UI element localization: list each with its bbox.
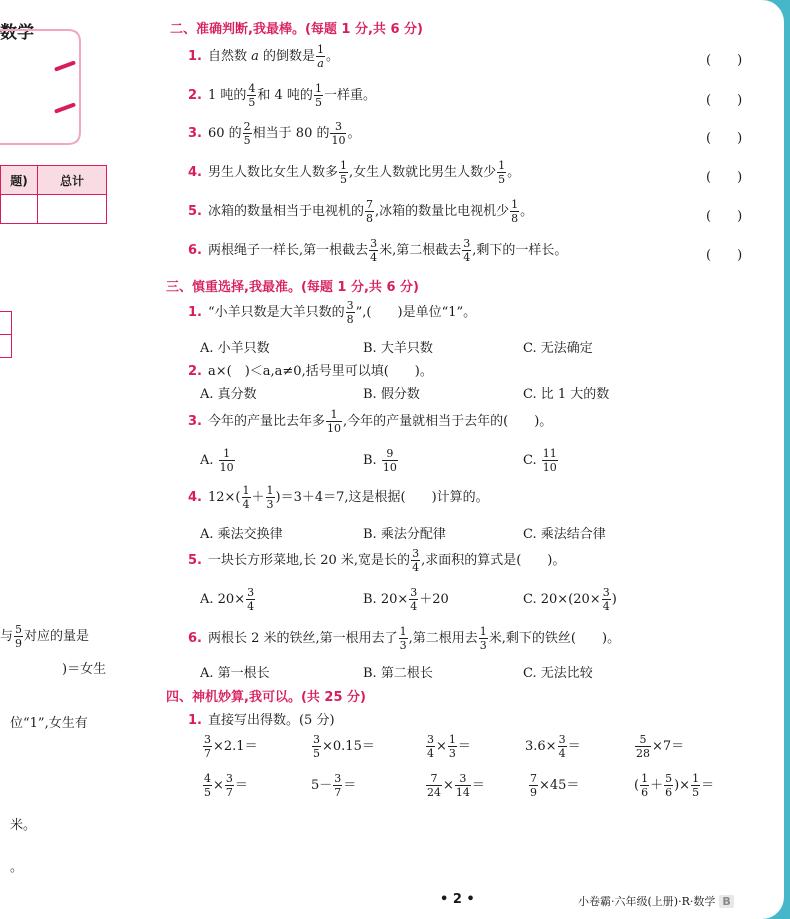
left-snippet-3: 位“1”,女生有 bbox=[10, 716, 88, 731]
s3-q3-option-c[interactable]: C. $\frac{11}{10}$ bbox=[523, 447, 557, 474]
page-number: • 2 • bbox=[440, 892, 475, 907]
section4-heading: 四、神机妙算,我可以。(共 25 分) bbox=[166, 690, 366, 705]
fraction: $\frac{3}{10}$ bbox=[331, 120, 346, 147]
fraction: $\frac{3}{4}$ bbox=[247, 586, 255, 613]
calc-r1-c1: $\frac{3}{7}$ ×2.1＝ bbox=[204, 733, 258, 760]
s3-question-4: 4. 12×( $\frac{1}{4}$ ＋ $\frac{1}{3}$ )＝3＋4＝7,这是根据( )计算的。 bbox=[188, 484, 489, 511]
fraction: $\frac{5}{9}$ bbox=[15, 623, 23, 650]
section3-heading: 三、慎重选择,我最准。(每题 1 分,共 6 分) bbox=[166, 280, 419, 295]
s2-answer-1[interactable]: ( ) bbox=[706, 53, 743, 68]
s3-q3-option-a[interactable]: A. $\frac{1}{10}$ bbox=[200, 447, 234, 474]
s2-question-1: 1. 自然数 a 的倒数是 $\frac{1}{a}$ 。 bbox=[188, 43, 340, 70]
fraction: $\frac{3}{14}$ bbox=[455, 772, 470, 799]
s3-q4-option-c[interactable]: C. 乘法结合律 bbox=[523, 527, 606, 542]
fraction: $\frac{3}{7}$ bbox=[204, 733, 211, 760]
fraction: $\frac{3}{4}$ bbox=[602, 586, 610, 613]
s2-answer-4[interactable]: ( ) bbox=[706, 170, 743, 185]
s3-q1-option-b[interactable]: B. 大羊只数 bbox=[363, 341, 433, 356]
fraction: $\frac{1}{10}$ bbox=[327, 408, 341, 435]
book-title: 小卷霸·六年级(上册)·R·数学 B bbox=[578, 893, 734, 909]
s2-answer-3[interactable]: ( ) bbox=[706, 131, 743, 146]
fraction: $\frac{3}{4}$ bbox=[370, 237, 378, 264]
fraction: $\frac{1}{3}$ bbox=[479, 625, 487, 652]
left-snippet-4: 米。 bbox=[10, 818, 37, 833]
fraction: $\frac{1}{4}$ bbox=[242, 484, 250, 511]
s3-q5-option-b[interactable]: B. 20× $\frac{3}{4}$ ＋20 bbox=[363, 586, 449, 613]
fraction: $\frac{4}{5}$ bbox=[248, 82, 256, 109]
s3-question-3: 3. 今年的产量比去年多 $\frac{1}{10}$ ,今年的产量就相当于去年的( )。 bbox=[188, 408, 553, 435]
fraction: $\frac{3}{8}$ bbox=[346, 299, 354, 326]
fraction: $\frac{5}{6}$ bbox=[665, 772, 673, 799]
calc-r2-c1: $\frac{4}{5}$ × $\frac{3}{7}$ ＝ bbox=[204, 772, 248, 799]
calc-r2-c5: ( $\frac{1}{6}$ ＋ $\frac{5}{6}$ )× $\frac{1}{5}$ ＝ bbox=[634, 772, 715, 799]
fraction: $\frac{1}{3}$ bbox=[266, 484, 274, 511]
fraction: $\frac{3}{4}$ bbox=[558, 733, 566, 760]
s3-q5-option-a[interactable]: A. 20× $\frac{3}{4}$ bbox=[200, 586, 255, 613]
s2-question-4: 4. 男生人数比女生人数多 $\frac{1}{5}$ ,女生人数就比男生人数少 $\frac{1}{5}$ 。 bbox=[188, 159, 521, 186]
s3-q6-option-b[interactable]: B. 第二根长 bbox=[363, 666, 433, 681]
fraction: $\frac{4}{5}$ bbox=[204, 772, 211, 799]
s3-q2-option-a[interactable]: A. 真分数 bbox=[200, 387, 257, 402]
s3-q2-option-c[interactable]: C. 比 1 大的数 bbox=[523, 387, 610, 402]
s3-q3-option-b[interactable]: B. $\frac{9}{10}$ bbox=[363, 447, 397, 474]
fraction: $\frac{1}{3}$ bbox=[448, 733, 456, 760]
score-table bbox=[0, 165, 107, 224]
fraction: $\frac{1}{8}$ bbox=[511, 198, 519, 225]
score-col-label: 题) bbox=[1, 166, 38, 195]
edition-badge: B bbox=[719, 895, 733, 908]
fraction: $\frac{7}{8}$ bbox=[366, 198, 373, 225]
s3-question-2: 2. a×( )＜a,a≠0,括号里可以填( )。 bbox=[188, 364, 433, 379]
fraction: $\frac{7}{9}$ bbox=[530, 772, 537, 799]
calc-r1-c4: 3.6× $\frac{3}{4}$ ＝ bbox=[525, 733, 581, 760]
fraction: $\frac{3}{4}$ bbox=[463, 237, 471, 264]
subject-title: 数学 bbox=[0, 23, 34, 43]
section2-heading: 二、准确判断,我最棒。(每题 1 分,共 6 分) bbox=[170, 22, 423, 37]
s3-question-1: 1. “小羊只数是大羊只数的 $\frac{3}{8}$ ”,( )是单位“1”。 bbox=[188, 299, 477, 326]
calc-r1-c5: $\frac{5}{28}$ ×7＝ bbox=[636, 733, 685, 760]
s2-answer-5[interactable]: ( ) bbox=[706, 209, 743, 224]
s3-q1-option-a[interactable]: A. 小羊只数 bbox=[200, 341, 270, 356]
s3-q6-option-c[interactable]: C. 无法比较 bbox=[523, 666, 593, 681]
s3-q6-option-a[interactable]: A. 第一根长 bbox=[200, 666, 270, 681]
fraction: $\frac{2}{5}$ bbox=[243, 120, 251, 147]
s2-question-5: 5. 冰箱的数量相当于电视机的 $\frac{7}{8}$ ,冰箱的数量比电视机少 $\frac{1}{8}$ 。 bbox=[188, 198, 534, 225]
fraction: $\frac{9}{10}$ bbox=[382, 447, 397, 474]
fraction: $\frac{1}{6}$ bbox=[641, 772, 649, 799]
fraction: $\frac{1}{3}$ bbox=[399, 625, 407, 652]
s3-question-6: 6. 两根长 2 米的铁丝,第一根用去了 $\frac{1}{3}$ ,第二根用去 $\frac{1}{3}$ 米,剩下的铁丝( )。 bbox=[188, 625, 621, 652]
calc-r1-c2: $\frac{3}{5}$ ×0.15＝ bbox=[313, 733, 375, 760]
score-cell[interactable] bbox=[1, 195, 38, 224]
side-box-divider bbox=[0, 334, 11, 335]
left-snippet-5: 。 bbox=[10, 860, 24, 875]
fraction: $\frac{3}{4}$ bbox=[410, 586, 418, 613]
fraction: $\frac{3}{4}$ bbox=[427, 733, 434, 760]
fraction: $\frac{3}{7}$ bbox=[334, 772, 342, 799]
fraction: $\frac{1}{5}$ bbox=[340, 159, 347, 186]
s3-q4-option-a[interactable]: A. 乘法交换律 bbox=[200, 527, 283, 542]
fraction: $\frac{3}{4}$ bbox=[412, 547, 420, 574]
s2-question-3: 3. 60 的 $\frac{2}{5}$ 相当于 80 的 $\frac{3}{10}$ 。 bbox=[188, 120, 361, 147]
s2-question-6: 6. 两根绳子一样长,第一根截去 $\frac{3}{4}$ 米,第二根截去 $\frac{3}{4}$ ,剩下的一样长。 bbox=[188, 237, 568, 264]
s3-q1-option-c[interactable]: C. 无法确定 bbox=[523, 341, 593, 356]
score-total-label: 总计 bbox=[38, 166, 107, 195]
s2-answer-2[interactable]: ( ) bbox=[706, 93, 743, 108]
calc-r2-c3: $\frac{7}{24}$ × $\frac{3}{14}$ ＝ bbox=[427, 772, 485, 799]
fraction: $\frac{11}{10}$ bbox=[542, 447, 557, 474]
fraction: $\frac{1}{a}$ bbox=[317, 43, 325, 70]
left-snippet-1: 与 $\frac{5}{9}$ 对应的量是 bbox=[0, 623, 90, 650]
fraction: $\frac{5}{28}$ bbox=[636, 733, 650, 760]
calc-r2-c4: $\frac{7}{9}$ ×45＝ bbox=[530, 772, 580, 799]
s4-question-1: 1. 直接写出得数。(5 分) bbox=[188, 713, 335, 728]
s3-q4-option-b[interactable]: B. 乘法分配律 bbox=[363, 527, 446, 542]
fraction: $\frac{1}{5}$ bbox=[314, 82, 322, 109]
fraction: $\frac{3}{5}$ bbox=[313, 733, 320, 760]
calc-r1-c3: $\frac{3}{4}$ × $\frac{1}{3}$ ＝ bbox=[427, 733, 471, 760]
s3-q2-option-b[interactable]: B. 假分数 bbox=[363, 387, 420, 402]
s3-question-5: 5. 一块长方形菜地,长 20 米,宽是长的 $\frac{3}{4}$ ,求面积的算式是( )。 bbox=[188, 547, 566, 574]
fraction: $\frac{1}{10}$ bbox=[219, 447, 234, 474]
fraction: $\frac{7}{24}$ bbox=[427, 772, 441, 799]
fraction: $\frac{1}{5}$ bbox=[498, 159, 506, 186]
calc-r2-c2: 5－ $\frac{3}{7}$ ＝ bbox=[311, 772, 357, 799]
left-snippet-2: )＝女生 bbox=[62, 662, 107, 677]
score-total-cell[interactable] bbox=[38, 195, 107, 224]
s2-question-2: 2. 1 吨的 $\frac{4}{5}$ 和 4 吨的 $\frac{1}{5}$ 一样重。 bbox=[188, 82, 376, 109]
s3-q5-option-c[interactable]: C. 20×(20× $\frac{3}{4}$ ) bbox=[523, 586, 617, 613]
fraction: $\frac{1}{5}$ bbox=[692, 772, 700, 799]
binder-clip-graphic bbox=[0, 22, 90, 152]
fraction: $\frac{3}{7}$ bbox=[225, 772, 233, 799]
s2-answer-6[interactable]: ( ) bbox=[706, 248, 743, 263]
